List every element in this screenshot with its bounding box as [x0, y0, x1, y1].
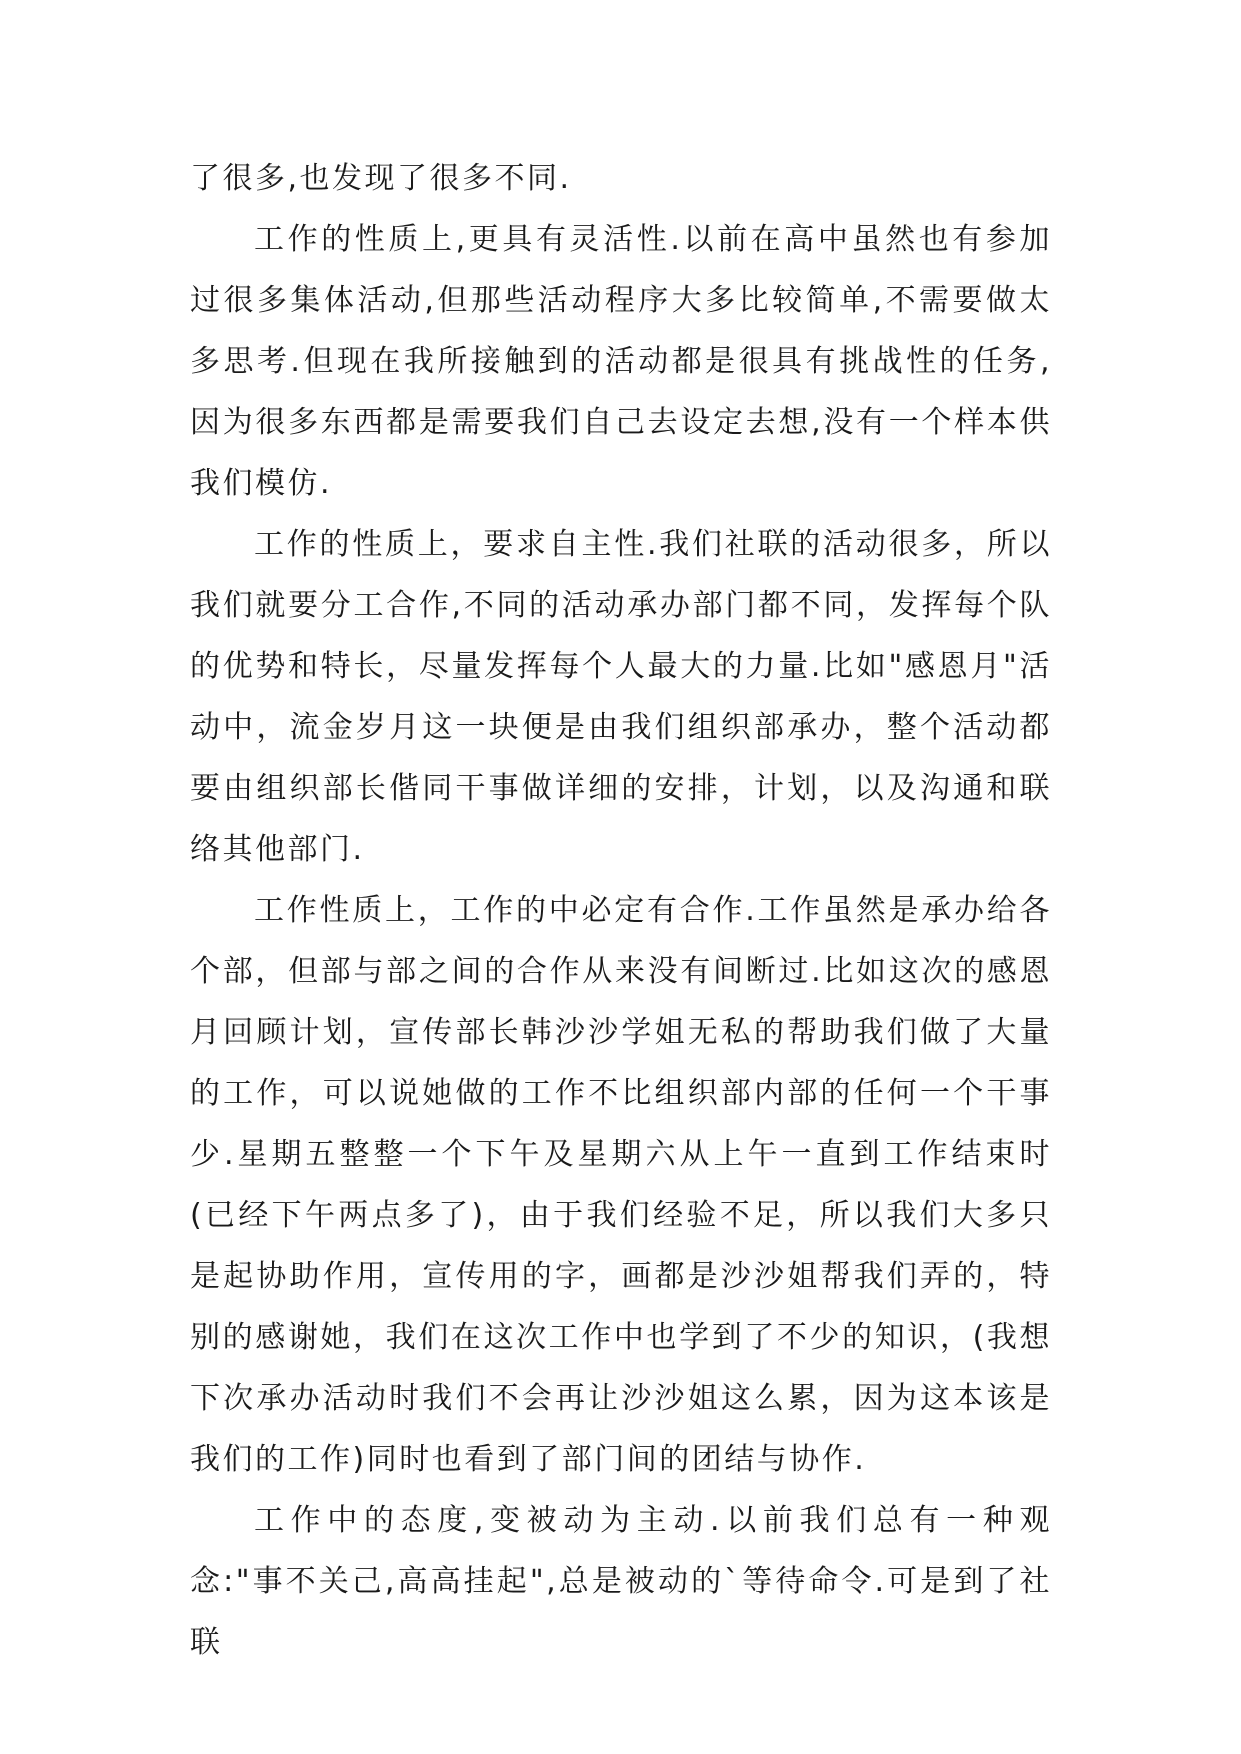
body-text	[190, 148, 1052, 1673]
paragraph-4: 工作性质上，工作的中必定有合作.工作虽然是承办给各个部，但部与部之间的合作从来没有间断过.比如这次的感恩月回顾计划，宣传部长韩沙沙学姐无私的帮助我们做了大量的工作，可以说她做的工作不比组织部内部的任何一个干事少.星期五整整一个下午及星期六从上午一直到工作结束时(已经下午两点多了)，由于我们经验不足，所以我们大多只是起协助作用，宣传用的字，画都是沙沙姐帮我们弄的，特别的感谢她，我们在这次工作中也学到了不少的知识，(我想下次承办活动时我们不会再让沙沙姐这么累，因为这本该是我们的工作)同时也看到了部门间的团结与协作.	[190, 893, 1052, 1477]
paragraph-1: 了很多,也发现了很多不同.	[190, 161, 572, 196]
paragraph-5: 工作中的态度,变被动为主动.以前我们总有一种观念:"事不关己,高高挂起",总是被动的`等待命令.可是到了社联	[190, 1503, 1052, 1660]
paragraph-3: 工作的性质上，要求自主性.我们社联的活动很多，所以我们就要分工合作,不同的活动承办部门都不同，发挥每个队的优势和特长，尽量发挥每个人最大的力量.比如"感恩月"活动中，流金岁月这一块便是由我们组织部承办，整个活动都要由组织部长偕同干事做详细的安排，计划，以及沟通和联络其他部门.	[190, 527, 1052, 867]
paragraph-2: 工作的性质上,更具有灵活性.以前在高中虽然也有参加过很多集体活动,但那些活动程序大多比较简单,不需要做太多思考.但现在我所接触到的活动都是很具有挑战性的任务,因为很多东西都是需要我们自己去设定去想,没有一个样本供我们模仿.	[190, 222, 1052, 501]
